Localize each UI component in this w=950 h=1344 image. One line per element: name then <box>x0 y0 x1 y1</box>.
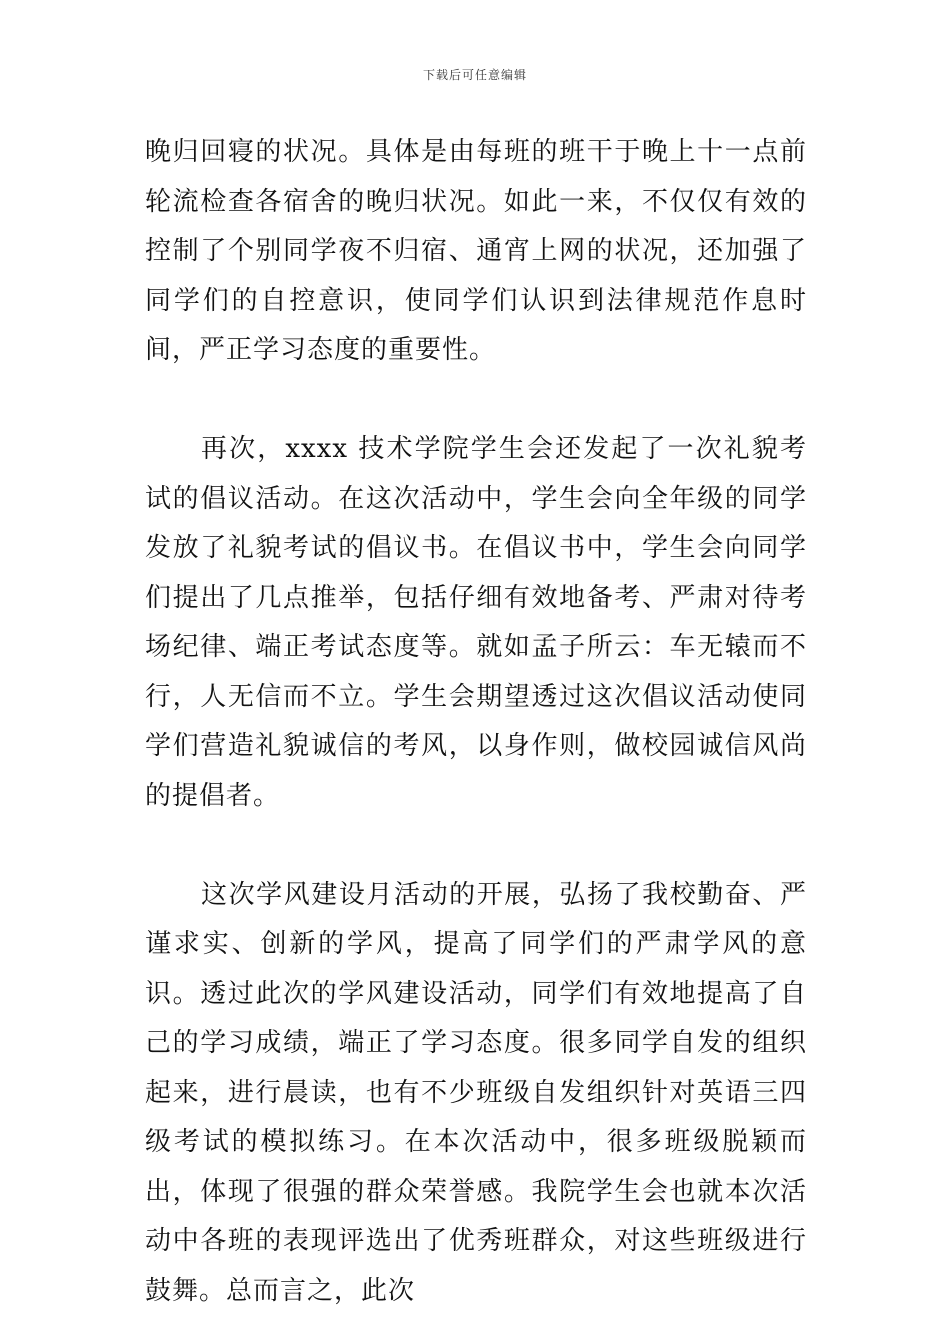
document-body <box>145 128 807 1316</box>
paragraph-study-month-summary: 这次学风建设月活动的开展，弘扬了我校勤奋、严谨求实、创新的学风，提高了同学们的严肃学风的意识。透过此次的学风建设活动，同学们有效地提高了自己的学习成绩，端正了学习态度。很多同学自发的组织起来，进行晨读，也有不少班级自发组织针对英语三四级考试的模拟练习。在本次活动中，很多班级脱颖而出，体现了很强的群众荣誉感。我院学生会也就本次活动中各班的表现评选出了优秀班群众，对这些班级进行鼓舞。总而言之，此次 <box>145 879 807 1306</box>
paragraph-continued: 晚归回寝的状况。具体是由每班的班干于晚上十一点前轮流检查各宿舍的晚归状况。如此一来，不仅仅有效的控制了个别同学夜不归宿、通宵上网的状况，还加强了同学们的自控意识，使同学们认识到法律规范作息时间，严正学习态度的重要性。 <box>145 137 807 365</box>
paragraph-gap <box>145 821 807 871</box>
paragraph-gap <box>145 376 807 426</box>
page-header: 下载后可任意编辑 <box>422 68 527 82</box>
paragraph-exam-initiative: 再次，xxxx 技术学院学生会还发起了一次礼貌考试的倡议活动。在这次活动中，学生会向全年级的同学发放了礼貌考试的倡议书。在倡议书中，学生会向同学们提出了几点推举，包括仔细有效地备考、严肃对待考场纪律、端正考试态度等。就如孟子所云：车无辕而不行，人无信而不立。学生会期望透过这次倡议活动使同学们营造礼貌诚信的考风，以身作则，做校园诚信风尚的提倡者。 <box>145 434 807 811</box>
